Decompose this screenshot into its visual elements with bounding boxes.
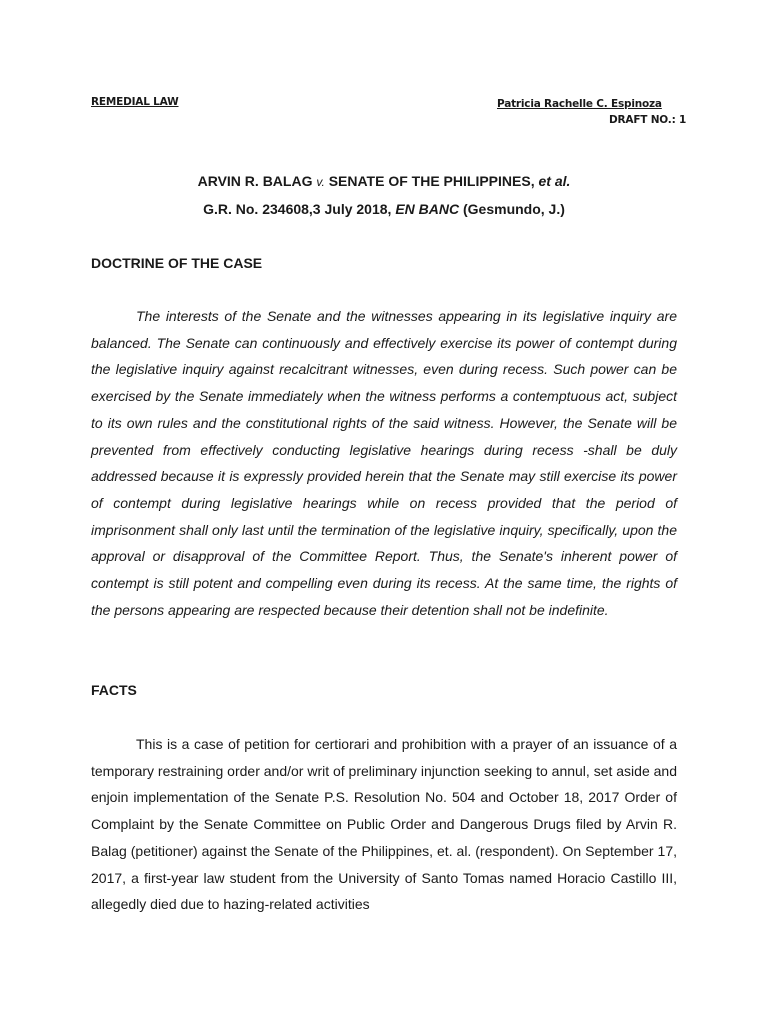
division-label: EN BANC	[395, 201, 460, 217]
doctrine-heading: DOCTRINE OF THE CASE	[91, 255, 263, 271]
versus-label: v.	[316, 175, 325, 189]
citation-text: G.R. No. 234608,3 July 2018,	[203, 201, 392, 217]
author-name: Patricia Rachelle C. Espinoza	[497, 98, 662, 110]
doctrine-paragraph: The interests of the Senate and the witnesses appearing in its legislative inquiry are balanced. The Senate can continuously and effectively exercise its power of contempt during the legislative inquiry against recalcitrant witnesses, even during recess. Such power can be exercised by the Senate immediately when the witness performs a contemptuous act, subject to its own rules and the constitutional rights of the said witness. However, the Senate will be prevented from effectively conducting legislative hearings during recess -shall be duly addressed because it is expressly provided herein that the Senate may still exercise its power of contempt during legislative hearings while on recess provided that the period of imprisonment shall only last until the termination of the legislative inquiry, specifically, upon the approval or disapproval of the Committee Report. Thus, the Senate's inherent power of contempt is still potent and compelling even during its recess. At the same time, the rights of the persons appearing are respected because their detention shall not be indefinite.	[91, 308, 677, 618]
petitioner-name: ARVIN R. BALAG	[197, 173, 313, 189]
ponente-label: (Gesmundo, J.)	[463, 201, 565, 217]
et-al-label: et al.	[538, 173, 571, 189]
facts-heading: FACTS	[91, 682, 137, 698]
draft-number: DRAFT NO.: 1	[609, 114, 687, 126]
respondent-name: SENATE OF THE PHILIPPINES,	[328, 173, 535, 189]
facts-paragraph: This is a case of petition for certiorari and prohibition with a prayer of an issuance of a temporary restraining order and/or writ of preliminary injunction seeking to annul, set aside and enjoin implementation of the Senate P.S. Resolution No. 504 and October 18, 2017 Order of Complaint by the Senate Committee on Public Order and Dangerous Drugs filed by Arvin R. Balag (petitioner) against the Senate of the Philippines, et. al. (respondent). On September 17, 2017, a first-year law student from the University of Santo Tomas named Horacio Castillo III, allegedly died due to hazing-related activities	[91, 736, 677, 913]
case-citation	[0, 201, 768, 217]
subject-header: REMEDIAL LAW	[91, 96, 179, 108]
case-title	[0, 173, 768, 189]
